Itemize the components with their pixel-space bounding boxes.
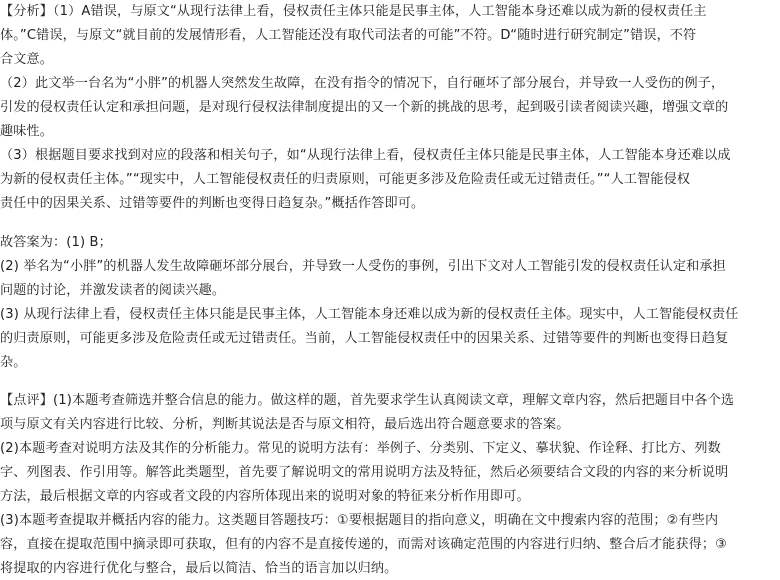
comment-line: 项与原文有关内容进行比较、分析，判断其说法是否与原文相符，最后选出符合题意要求的答案。 xyxy=(0,417,570,432)
comment-line: 容，直接在提取范围中摘录即可获取，但有的内容不是直接传递的，而需对该确定范围的内容进行归纳、整合后才能获得；③ xyxy=(0,537,728,552)
analysis-line: 引发的侵权责任认定和承担问题，是对现行侵权法律制度提出的又一个新的挑战的思考，起到吸引读者阅读兴趣，增强文章的 xyxy=(0,100,729,115)
comment-line: (2)本题考查对说明方法及其作的分析能力。常见的说明方法有：举例子、分类别、下定义、摹状貌、作诠释、打比方、列数 xyxy=(0,441,721,456)
answer-line: 杂。 xyxy=(0,355,27,370)
analysis-line: 责任中的因果关系、过错等要件的判断也变得日趋复杂。”概括作答即可。 xyxy=(0,196,425,211)
comment-line: 【点评】(1)本题考查筛选并整合信息的能力。做这样的题，首先要求学生认真阅读文章，理解文章内容，然后把题目中各个选 xyxy=(0,393,735,408)
comment-line: (3)本题考查提取并概括内容的能力。这类题目答题技巧：①要根据题目的指向意义，明确在文中搜索内容的范围；②有些内 xyxy=(0,513,719,528)
analysis-line: 趣味性。 xyxy=(0,124,53,139)
analysis-line: （3）根据题目要求找到对应的段落和相关句子，如“从现行法律上看，侵权责任主体只能是民事主体，人工智能本身还难以成 xyxy=(0,148,731,163)
analysis-line: 为新的侵权责任主体。”“现实中，人工智能侵权责任的归责原则，可能更多涉及危险责任或无过错责任。”“人工智能侵权 xyxy=(0,172,691,187)
watermark: ​ xyxy=(71,86,89,138)
answer-line: (2) 举名为“小胖”的机器人发生故障砸坏部分展台，并导致一人受伤的事例，引出下文对人工智能引发的侵权责任认定和承担 xyxy=(0,259,726,274)
comment-line: 字、列图表、作引用等。解答此类题型，首先要了解说明文的常用说明方法及特征，然后必须要结合文段的内容的来分析说明 xyxy=(0,465,729,480)
answer-line: (3) 从现行法律上看，侵权责任主体只能是民事主体，人工智能本身还难以成为新的侵权责任主体。现实中，人工智能侵权责任 xyxy=(0,307,739,322)
comment-line: 方法，最后根据文章的内容或者文段的内容所体现出来的说明对象的特征来分析作用即可。 xyxy=(0,489,530,504)
answer-line: 故答案为：(1) B； xyxy=(0,235,112,250)
analysis-line: 【分析】（1）A错误，与原文“从现行法律上看，侵权责任主体只能是民事主体，人工智能本身还难以成为新的侵权责任主 xyxy=(0,4,707,19)
answer-line: 问题的讨论，并激发读者的阅读兴趣。 xyxy=(0,283,226,298)
answer-line: 的归责原则，可能更多涉及危险责任或无过错责任。当前，人工智能侵权责任中的因果关系、过错等要件的判断也变得日趋复 xyxy=(0,331,729,346)
analysis-line: 体。”C错误，与原文“就目前的发展情形看，人工智能还没有取代司法者的可能”不符。D“随时进行研究制定”错误，不符 xyxy=(0,28,697,43)
comment-line: 将提取的内容进行优化与整合，最后以简洁、恰当的语言加以归纳。 xyxy=(0,561,398,576)
analysis-line: 合文意。 xyxy=(0,52,53,67)
analysis-line: （2）此文举一台名为“小胖”的机器人突然发生故障，在没有指令的情况下，自行砸坏了部分展台，并导致一人受伤的例子， xyxy=(0,76,725,91)
